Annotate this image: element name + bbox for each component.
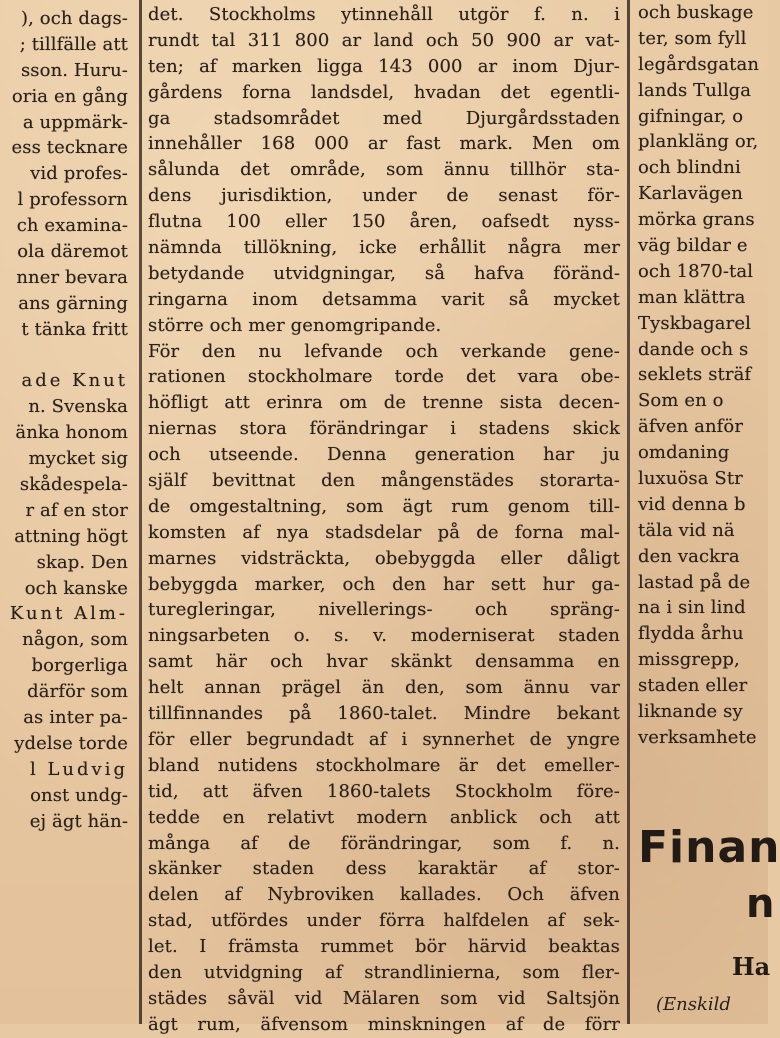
left-column-line: vid profes- bbox=[30, 163, 128, 185]
middle-column-line: innehåller 168 000 ar fast mark. Men om bbox=[148, 133, 620, 155]
right-column-line: gifningar, o bbox=[638, 105, 744, 127]
middle-column-line: dens jurisdiktion, under de senast för- bbox=[148, 185, 620, 207]
left-column-line: oria en gång bbox=[11, 85, 128, 107]
middle-column-line: bland nutidens stockholmare är det emeller- bbox=[148, 754, 620, 776]
middle-column-line: det. Stockholms ytinnehåll utgör f. n. i bbox=[148, 4, 620, 25]
right-column-line: och buskage bbox=[638, 2, 754, 23]
middle-column-line: gårdens forna landsdel, hvadan det egentli- bbox=[148, 81, 620, 103]
middle-column-text bbox=[148, 2, 620, 1038]
right-column-line: och 1870-tal bbox=[638, 260, 754, 282]
left-column-line: skap. Den bbox=[36, 551, 128, 573]
middle-column-line: skänker staden dess karaktär af stor- bbox=[148, 858, 620, 880]
right-column-line: mörka grans bbox=[638, 209, 755, 231]
middle-column-line: flutna 100 eller 150 åren, oafsedt nyss- bbox=[148, 211, 620, 233]
middle-column-line: större och mer genomgripande. bbox=[148, 314, 442, 336]
left-column bbox=[0, 0, 132, 1024]
left-column-line: Kunt Alm- bbox=[9, 603, 128, 625]
left-column-line: attning högt bbox=[14, 525, 128, 547]
right-column-line: Tyskbagarel bbox=[638, 312, 751, 334]
right-column-line: lands Tullga bbox=[638, 79, 752, 101]
middle-column-line: ägt rum, äfvensom minskningen af de förr bbox=[148, 1013, 620, 1035]
right-column-line: täla vid nä bbox=[638, 519, 735, 541]
middle-column bbox=[148, 0, 620, 1035]
right-column-line: vid denna b bbox=[638, 493, 746, 515]
right-column-line: verksamhete bbox=[638, 726, 757, 748]
middle-column-line: ga stadsområdet med Djurgårdsstaden bbox=[148, 107, 620, 129]
right-column-line: dande och s bbox=[638, 338, 749, 360]
middle-column-line: den utvidgning af strandlinierna, som fler- bbox=[148, 961, 620, 983]
middle-column-line: let. I främsta rummet bör härvid beaktas bbox=[148, 936, 620, 958]
left-column-line: ch examina- bbox=[16, 215, 128, 237]
middle-column-line: samt här och hvar skänkt densamma en bbox=[148, 651, 620, 673]
left-column-text bbox=[0, 6, 132, 835]
right-heading-large: Finan bbox=[638, 822, 780, 873]
right-column-line: missgrepp, bbox=[638, 649, 740, 671]
left-column-line: ), och dags- bbox=[21, 8, 128, 29]
left-column-line: l professorn bbox=[17, 189, 128, 211]
left-column-line: a uppmärk- bbox=[22, 111, 128, 133]
middle-column-line: ten; af marken ligga 143 000 ar inom Djur- bbox=[148, 55, 620, 77]
right-italic-note: (Enskild bbox=[656, 994, 731, 1015]
middle-column-line: städes såväl vid Mälaren som vid Saltsjön bbox=[148, 987, 620, 1009]
right-column-line: Karlavägen bbox=[638, 183, 743, 205]
middle-column-line: tid, att äfven 1860-talets Stockholm före- bbox=[148, 780, 620, 802]
right-column-line: lastad på de bbox=[638, 571, 751, 593]
left-column-line: onst undg- bbox=[30, 784, 128, 806]
middle-column-line: tedde en relativt modern anblick och att bbox=[148, 806, 620, 828]
middle-column-line: stad, utfördes under förra halfdelen af sek- bbox=[148, 910, 620, 932]
left-column-line: borgerliga bbox=[31, 655, 128, 677]
left-column-line: någon, som bbox=[22, 629, 128, 651]
middle-column-line: bebyggda marker, och den har sett hur ga- bbox=[148, 573, 620, 595]
left-column-line: sson. Huru- bbox=[20, 59, 128, 81]
middle-column-line: och utseende. Denna generation har ju bbox=[148, 444, 620, 466]
left-column-line: ess tecknare bbox=[11, 137, 128, 159]
right-subheading: Ha bbox=[732, 952, 771, 981]
left-column-line: ade Knut bbox=[21, 370, 128, 392]
left-column-line: l Ludvig bbox=[30, 758, 128, 780]
middle-column-line: sålunda det område, som ännu tillhör sta- bbox=[148, 159, 620, 181]
middle-column-line: niernas stora förändringar i stadens skick bbox=[148, 418, 620, 440]
left-column-line: skådespela- bbox=[19, 474, 128, 496]
right-column-line: flydda århu bbox=[638, 623, 744, 645]
left-column-line: änka honom bbox=[15, 422, 128, 444]
middle-column-line: helt annan prägel än den, som ännu var bbox=[148, 677, 620, 699]
middle-column-line: För den nu lefvande och verkande gene- bbox=[148, 340, 620, 362]
left-column-line: t tänka fritt bbox=[21, 318, 128, 340]
right-column-line: luxuösa Str bbox=[638, 468, 743, 490]
left-column-line: mycket sig bbox=[28, 448, 128, 470]
right-column-line: den vackra bbox=[638, 545, 740, 567]
middle-column-line: turegleringar, nivellerings- och spräng- bbox=[148, 599, 620, 621]
middle-column-line: ningsarbeten o. s. v. moderniserat staden bbox=[148, 625, 620, 647]
middle-column-line: delen af Nybroviken kallades. Och äfven bbox=[148, 884, 620, 906]
middle-column-line: höfligt att erinra om de trenne sista decen- bbox=[148, 392, 620, 414]
middle-column-line: tillfinnandes på 1860-talet. Mindre bekant bbox=[148, 703, 620, 725]
column-rule-right bbox=[627, 0, 630, 1024]
left-column-line: n. Svenska bbox=[28, 396, 128, 418]
right-column-line: seklets sträf bbox=[638, 364, 752, 386]
left-column-line: nner bevara bbox=[16, 266, 128, 288]
middle-column-line: många af de förändringar, som f. n. bbox=[148, 832, 620, 854]
right-column-line: och blindni bbox=[638, 157, 741, 179]
left-column-line: ej ägt hän- bbox=[29, 810, 128, 832]
left-column-line: ; tillfälle att bbox=[19, 33, 128, 55]
right-column bbox=[636, 0, 780, 1024]
left-column-line: och kanske bbox=[24, 577, 128, 599]
right-column-line: staden eller bbox=[638, 675, 748, 697]
middle-column-line: komsten af nya stadsdelar på de forna mal- bbox=[148, 521, 620, 543]
middle-column-line: nämnda tillökning, icke erhållit några mer bbox=[148, 237, 620, 259]
right-heading-second-line: n bbox=[746, 881, 775, 927]
left-column-line: ydelse torde bbox=[14, 732, 128, 754]
right-column-line: äfven anför bbox=[638, 416, 744, 438]
right-column-line: liknande sy bbox=[638, 701, 743, 723]
right-column-line: Som en o bbox=[638, 390, 724, 412]
column-rule-left bbox=[139, 0, 142, 1024]
right-column-line: väg bildar e bbox=[638, 235, 748, 257]
right-column-line: omdaning bbox=[638, 442, 730, 464]
middle-column-line: ringarna inom detsamma varit så mycket bbox=[148, 288, 620, 310]
right-column-line: man klättra bbox=[638, 286, 746, 308]
middle-column-line: betydande utvidgningar, så hafva föränd- bbox=[148, 262, 620, 284]
middle-column-line: marnes vidsträckta, obebyggda eller dåligt bbox=[148, 547, 620, 569]
left-column-line: r af en stor bbox=[25, 499, 128, 521]
left-column-line: ola däremot bbox=[17, 241, 128, 263]
middle-column-line: rationen stockholmare torde det vara obe- bbox=[148, 366, 620, 388]
middle-column-line: rundt tal 311 800 ar land och 50 900 ar vat- bbox=[148, 29, 620, 51]
left-column-line: ans gärning bbox=[18, 292, 128, 314]
right-column-text bbox=[636, 0, 768, 751]
left-column-line bbox=[0, 343, 132, 369]
middle-column-line: själf bevittnat den mångenstädes storarta- bbox=[148, 470, 620, 492]
right-column-line: na i sin lind bbox=[638, 597, 746, 619]
right-column-line: legårdsgatan bbox=[638, 53, 760, 75]
left-column-line: as inter pa- bbox=[23, 707, 128, 729]
middle-column-line: de omgestaltning, som ägt rum genom till- bbox=[148, 495, 620, 517]
middle-column-line: för eller begrundadt af i synnerhet de yngre bbox=[148, 728, 620, 750]
left-column-line: därför som bbox=[27, 681, 128, 703]
right-column-line: plankläng or, bbox=[638, 131, 759, 153]
right-column-line: ter, som fyll bbox=[638, 27, 747, 49]
